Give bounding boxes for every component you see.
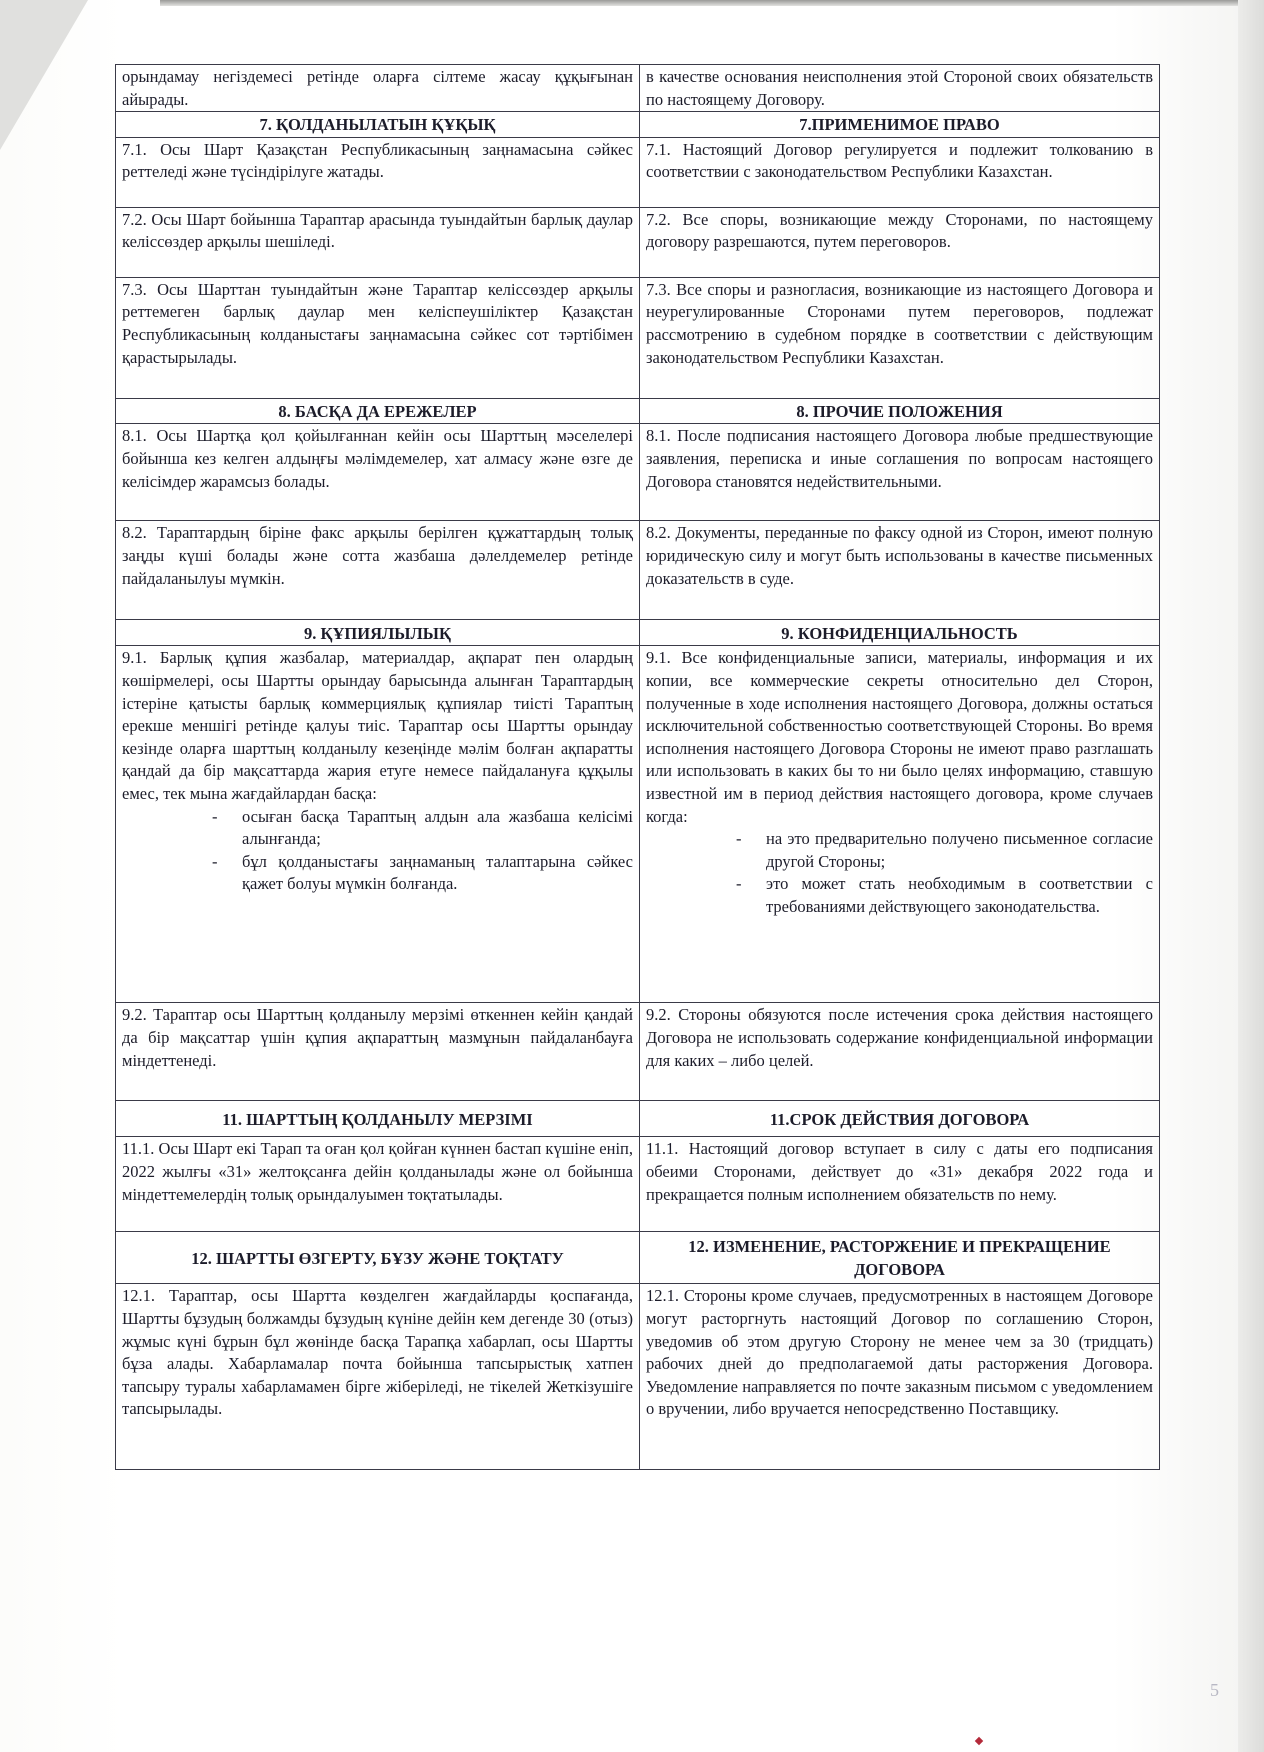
- ru-section-heading: 11.СРОК ДЕЙСТВИЯ ДОГОВОРА: [640, 1101, 1160, 1137]
- contract-table: [115, 64, 1160, 1470]
- kz-cell: 7.2. Осы Шарт бойынша Тараптар арасында туындайтын барлық даулар келіссөздер арқылы шешіледі.: [116, 207, 640, 277]
- red-ink-mark: [975, 1737, 983, 1745]
- kz-paragraph: 9.1. Барлық құпия жазбалар, материалдар, ақпарат пен олардың көшірмелері, осы Шартты орындау барысында алынған Тараптардың істеріне қатысты барлық коммерциялық құпиялар тиісті Тараптың ерекше меншігі ретінде қалуы тиіс. Тараптар осы Шартты орындау кезінде оларға шарттың колданылу кезеңінде мәлім болған ақпаратты қандай да бір мақсаттарда жария етуге немесе пайдалануға құқылы емес, тек мына жағдайлардан басқа:: [122, 648, 633, 803]
- ru-section-heading: 9. КОНФИДЕНЦИАЛЬНОСТЬ: [640, 620, 1160, 646]
- ru-section-heading: 8. ПРОЧИЕ ПОЛОЖЕНИЯ: [640, 398, 1160, 424]
- ru-cell: 8.2. Документы, переданные по факсу одной из Сторон, имеют полную юридическую силу и могут быть использованы в качестве письменных доказательств в суде.: [640, 521, 1160, 620]
- kz-cell: 8.1. Осы Шартқа қол қойылғаннан кейін осы Шарттың мәселелері бойынша кез келген алдыңғы мәлімдемелер, хат алмасу және өзге де келісімдер жарамсыз болады.: [116, 424, 640, 521]
- table-row: [116, 65, 1160, 112]
- kz-section-heading: 9. ҚҰПИЯЛЫЛЫҚ: [116, 620, 640, 646]
- section-heading-row: [116, 1232, 1160, 1284]
- table-row: [116, 207, 1160, 277]
- folded-corner: [0, 0, 88, 150]
- ru-cell: 9.2. Стороны обязуются после истечения срока действия настоящего Договора не использовать содержание конфиденциальной информации для каких – либо целей.: [640, 1003, 1160, 1101]
- kz-section-heading: 8. БАСҚА ДА ЕРЕЖЕЛЕР: [116, 398, 640, 424]
- list-item: - это может стать необходимым в соответствии с требованиями действующего законодательства.: [736, 873, 1153, 918]
- table-row: [116, 646, 1160, 1003]
- table-row: [116, 137, 1160, 207]
- section-heading-row: [116, 1101, 1160, 1137]
- scan-shadow-top: [160, 0, 1240, 6]
- kz-cell: 12.1. Тараптар, осы Шартта көзделген жағдайларды қоспағанда, Шартты бұзудың болжамды бұзудың күніне дейін кем дегенде 30 (отыз) жұмыс күні бұрын бұл жөнінде басқа Тарапқа хабарлап, осы Шартты бұза алады. Хабарламалар почта бойынша тапсырыстық хатпен тапсыру туралы хабарламамен бірге жіберіледі, не тікелей Жеткізушіге тапсырылады.: [116, 1284, 640, 1470]
- ru-cell: 8.1. После подписания настоящего Договора любые предшествующие заявления, переписка и иные соглашения по вопросам настоящего Договора становятся недействительными.: [640, 424, 1160, 521]
- table-row: [116, 277, 1160, 398]
- ru-cell: в качестве основания неисполнения этой Стороной своих обязательств по настоящему Договору.: [640, 65, 1160, 112]
- kz-section-heading: 12. ШАРТТЫ ӨЗГЕРТУ, БҰЗУ ЖӘНЕ ТОҚТАТУ: [116, 1232, 640, 1284]
- table-row: [116, 424, 1160, 521]
- list-item: - бұл қолданыстағы заңнаманың талаптарына сәйкес қажет болуы мүмкін болғанда.: [212, 851, 633, 896]
- kz-exception-list: [122, 806, 633, 896]
- ru-exception-list: [646, 828, 1153, 918]
- section-heading-row: [116, 112, 1160, 138]
- section-heading-row: [116, 398, 1160, 424]
- ru-cell: 11.1. Настоящий договор вступает в силу с даты его подписания обеими Сторонами, действует до «31» декабря 2022 года и прекращается полным исполнением обязательств по нему.: [640, 1137, 1160, 1232]
- page-number: 5: [1210, 1680, 1219, 1700]
- list-item: - на это предварительно получено письменное согласие другой Стороны;: [736, 828, 1153, 873]
- ru-cell: 7.2. Все споры, возникающие между Сторонами, по настоящему договору разрешаются, путем переговоров.: [640, 207, 1160, 277]
- kz-cell: 8.2. Тараптардың біріне факс арқылы берілген құжаттардың толық заңды күші болады және сотта жазбаша дәлелдемелер ретінде пайдаланылуы мүмкін.: [116, 521, 640, 620]
- scan-shadow-right: [1238, 0, 1264, 1752]
- list-item: - осыған басқа Тараптың алдын ала жазбаша келісімі алынғанда;: [212, 806, 633, 851]
- section-heading-row: [116, 620, 1160, 646]
- table-row: [116, 1137, 1160, 1232]
- ru-cell: 7.1. Настоящий Договор регулируется и подлежит толкованию в соответствии с законодательством Республики Казахстан.: [640, 137, 1160, 207]
- kz-cell: 11.1. Осы Шарт екі Тарап та оған қол қойған күннен бастап күшіне еніп, 2022 жылғы «31» желтоқсанға дейін қолданылады және ол бойынша міндеттемелердің толық орындалуымен тоқтатылады.: [116, 1137, 640, 1232]
- ru-cell: [640, 646, 1160, 1003]
- table-row: [116, 521, 1160, 620]
- kz-cell: 7.1. Осы Шарт Қазақстан Республикасының заңнамасына сәйкес реттеледі және түсіндірілуге жатады.: [116, 137, 640, 207]
- kz-cell: 7.3. Осы Шарттан туындайтын және Тараптар келіссөздер арқылы реттемеген барлық даулар мен келіспеушіліктер Қазақстан Республикасының колданыстағы заңнамасына сәйкес сот тәртібімен қарастырылады.: [116, 277, 640, 398]
- ru-cell: 12.1. Стороны кроме случаев, предусмотренных в настоящем Договоре могут расторгнуть настоящий Договор по соглашению Сторон, уведомив об этом другую Сторону не менее чем за 30 (тридцать) рабочих дней до предполагаемой даты расторжения Договора. Уведомление направляется по почте заказным письмом с уведомлением о вручении, либо вручается непосредственно Поставщику.: [640, 1284, 1160, 1470]
- kz-section-heading: 7. ҚОЛДАНЫЛАТЫН ҚҰҚЫҚ: [116, 112, 640, 138]
- table-row: [116, 1003, 1160, 1101]
- kz-cell: орындамау негіздемесі ретінде оларға сілтеме жасау құқығынан айырады.: [116, 65, 640, 112]
- ru-section-heading: 7.ПРИМЕНИМОЕ ПРАВО: [640, 112, 1160, 138]
- kz-cell: 9.2. Тараптар осы Шарттың қолданылу мерзімі өткеннен кейін қандай да бір мақсаттар үшін құпия ақпараттың мазмұнын пайдаланбауға міндеттенеді.: [116, 1003, 640, 1101]
- kz-cell: [116, 646, 640, 1003]
- ru-paragraph: 9.1. Все конфиденциальные записи, материалы, информация и их копии, все коммерческие секреты относительно дел Сторон, полученные в ходе исполнения настоящего Договора, должны остаться исключительной собственностью соответствующей Стороны. Во время исполнения настоящего Договора Стороны не имеют право разглашать или использовать в каких бы то ни было целях информацию, ставшую известной им в период действия настоящего договора, кроме случаев когда:: [646, 648, 1153, 826]
- ru-cell: 7.3. Все споры и разногласия, возникающие из настоящего Договора и неурегулированные Сторонами путем переговоров, подлежат рассмотрению в судебном порядке в соответствии с действующим законодательством Республики Казахстан.: [640, 277, 1160, 398]
- table-row: [116, 1284, 1160, 1470]
- kz-section-heading: 11. ШАРТТЫҢ ҚОЛДАНЫЛУ МЕРЗІМІ: [116, 1101, 640, 1137]
- ru-section-heading: 12. ИЗМЕНЕНИЕ, РАСТОРЖЕНИЕ И ПРЕКРАЩЕНИЕ ДОГОВОРА: [640, 1232, 1160, 1284]
